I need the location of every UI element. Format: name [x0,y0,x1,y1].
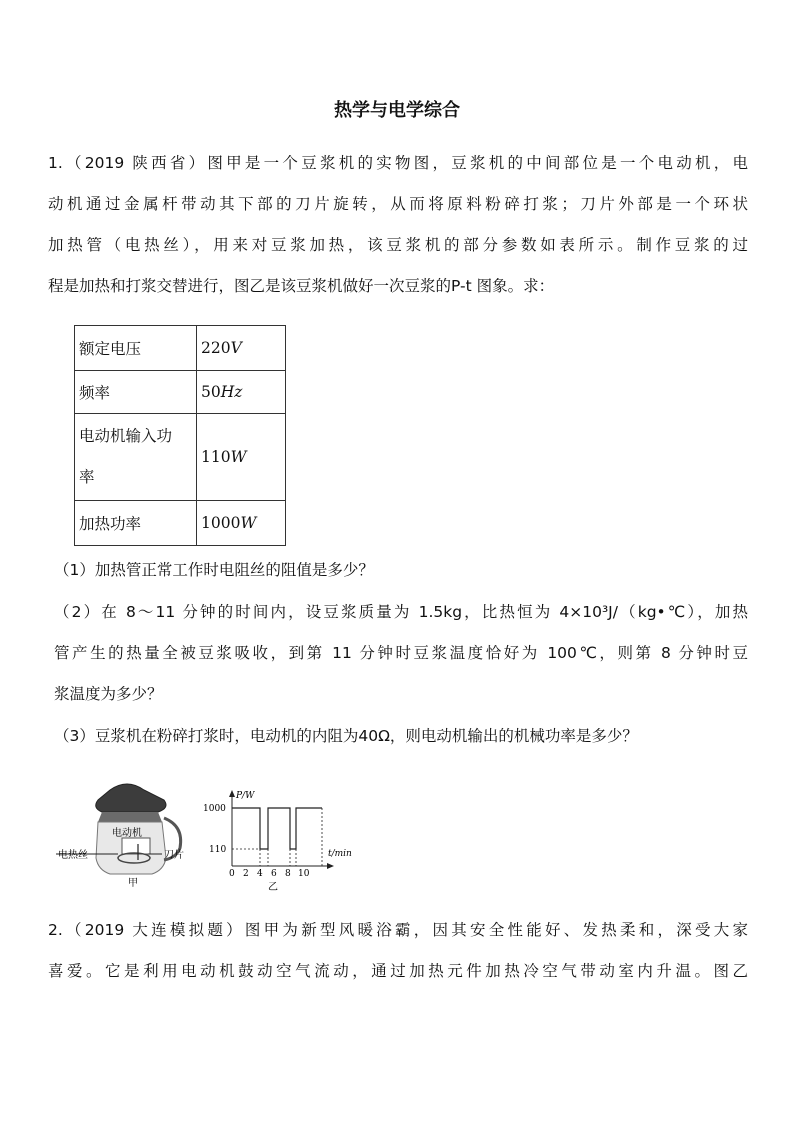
problem-1-stem [48,143,748,307]
figure [52,778,372,898]
table-key: 额定电压 [75,326,197,371]
question-3: （3）豆浆机在粉碎打浆时，电动机的内阻为40Ω，则电动机输出的机械功率是多少？ [54,727,638,745]
problem-1-line: 程是加热和打浆交替进行，图乙是该豆浆机做好一次豆浆的P-t 图象。求： [48,277,555,295]
problem-2-line: 喜爱。它是利用电动机鼓动空气流动，通过加热元件加热冷空气带动室内升温。图乙 [48,962,748,980]
graph-y-tick: 1000 [203,804,226,814]
power-time-graph [229,790,334,869]
table-row [75,371,286,414]
question-2 [54,592,748,715]
table-value: 50Hz [197,371,286,414]
motor-label: 电动机 [112,828,142,839]
graph-x-tick: 6 [271,869,277,879]
figure-b-caption: 乙 [268,882,278,893]
parameter-table [74,325,286,546]
graph-x-tick: 2 [243,869,249,879]
blade-label: 刀片 [164,850,184,861]
table-row [75,414,286,501]
question-2-line: 管产生的热量全被豆浆吸收，到第 11 分钟时豆浆温度恰好为 100℃，则第 8 分钟时豆 [54,644,748,662]
graph-x-tick: 0 [229,869,235,879]
problem-2-line: 2.（2019 大连模拟题）图甲为新型风暖浴霸，因其安全性能好、发热柔和，深受大家 [48,921,748,939]
problem-1-line: 动机通过金属杆带动其下部的刀片旋转，从而将原料粉碎打浆；刀片外部是一个环状 [48,195,748,213]
problem-1-line: 1.（2019 陕西省）图甲是一个豆浆机的实物图，豆浆机的中间部位是一个电动机，电 [48,154,748,172]
problem-2-stem [48,910,748,992]
table-row [75,326,286,371]
question-1: （1）加热管正常工作时电阻丝的阻值是多少？ [54,561,374,579]
figure-a-caption: 甲 [128,878,138,889]
heater-label: 电热丝 [58,850,88,861]
page-title: 热学与电学综合 [334,100,460,121]
table-value: 1000W [197,501,286,546]
question-2-line: 浆温度为多少？ [54,685,163,703]
graph-x-tick: 8 [285,869,291,879]
graph-y-tick: 110 [209,845,227,855]
graph-y-label: P/W [236,791,255,801]
table-key: 频率 [75,371,197,414]
graph-x-tick: 4 [257,869,263,879]
table-value: 220V [197,326,286,371]
table-key: 电动机输入功 率 [75,414,197,501]
problem-1-line: 加热管（电热丝），用来对豆浆加热，该豆浆机的部分参数如表所示。制作豆浆的过 [48,236,748,254]
table-key: 加热功率 [75,501,197,546]
graph-x-tick: 10 [298,869,310,879]
table-value: 110W [197,414,286,501]
graph-x-label: t/min [328,849,352,859]
table-row [75,501,286,546]
question-2-line: （2）在 8～11 分钟的时间内，设豆浆质量为 1.5kg，比热恒为 4×10³J/（kg•℃），加热 [54,603,748,621]
